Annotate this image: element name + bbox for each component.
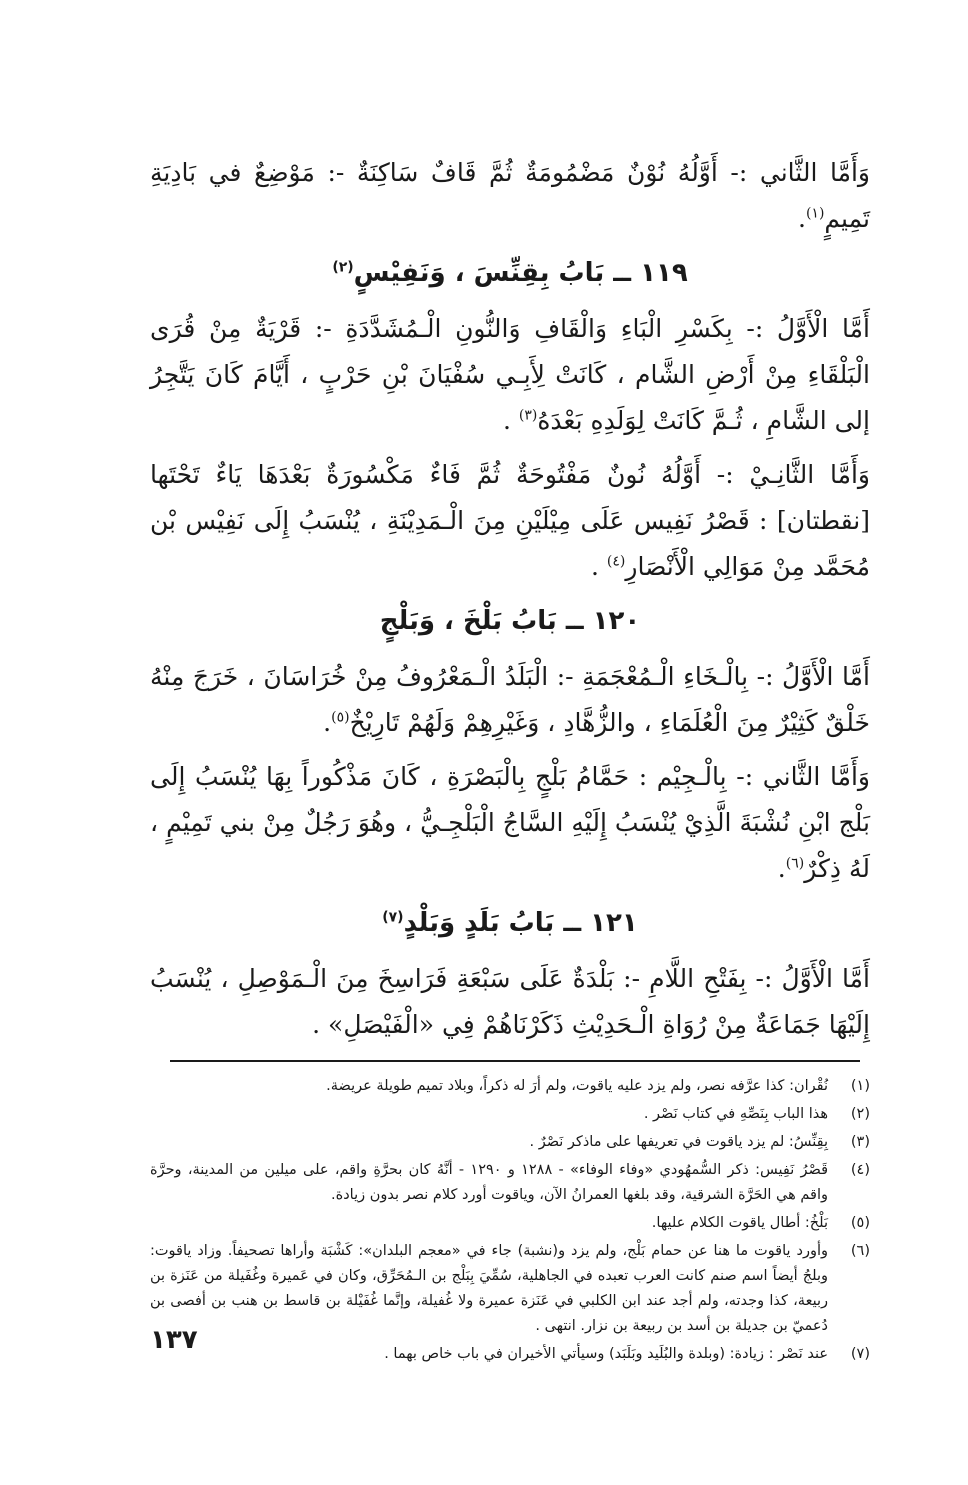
footnote-number: (٦) [850, 1243, 870, 1259]
footnote-ref: (١) [805, 205, 825, 222]
footnote-item [150, 1074, 870, 1099]
paragraph-120-second: وَأَمَّا الثَّاني :- بِالْـجِيْم : حَمَّامُ بَلْجٍ بِالْبَصْرَةِ ، كَانَ مَذْكُوراً بِهَا يُنْسَبُ إِلَى بَلْج ابْنِ نُشْبَةَ الَّذِيْ يُنْسَبُ إِلَيْهِ السَّاجُ الْبَلْجِـيُّ ، وهُوَ رَجُلٌ مِنْ بني تَمِيْمٍ ، لَهُ ذِكْرٌ$^{(٦)}$. [150, 762, 870, 883]
footnote-ref: (٣) [518, 407, 538, 424]
paragraph-120-first: أَمَّا الْأَوَّلُ :- بِالْـخَاءِ الْـمُعْجَمَةِ -: الْبَلَدُ الْـمَعْرُوفُ مِنْ خُرَاسَانَ ، خَرَجَ مِنْهُ خَلْقٌ كَثِيْرٌ مِنَ الْعُلَمَاءِ ، والزُّهَّادِ ، وَغَيْرِهِمْ وَلَهُمْ تَارِيْخٌ$^{(٥)}$. [150, 662, 870, 737]
footnote-item [150, 1342, 870, 1367]
section-heading-121: ١٢١ ــ بَابُ بَلَدٍ وَبَلْدٍ$^{(٧)}$ [382, 908, 638, 938]
footnote-ref: (٤) [606, 553, 626, 570]
paragraph-119-first: أَمَّا الْأَوَّلُ :- بِكَسْرِ الْبَاءِ وَالْقَافِ وَالنُّونِ الْـمُشَدَّدَةِ -: قَرْيَةٌ مِنْ قُرَى الْبَلْقَاءِ مِنْ أَرْضِ الشَّام ، كَانَتْ لِأَبِـي سُفْيَانَ بْنِ حَرْبٍ ، أَيَّامَ كَانَ يَتَّجِرُ إلى الشَّامِ ، ثُـمَّ كَانَتْ لِوَلَدِهِ بَعْدَهُ$^{(٣)}$ . [150, 314, 870, 435]
footnote-ref: (٥) [331, 709, 350, 726]
footnote-number: (٤) [850, 1162, 870, 1178]
footnote-item [150, 1239, 870, 1339]
footnote-text: بَلْخُ: أطال ياقوت الكلام عليها. [651, 1215, 828, 1231]
footnote-item [150, 1130, 870, 1155]
footnote-text: هذا الباب بِنَصِّهِ في كتاب نَصْر . [643, 1106, 828, 1122]
footnote-item [150, 1102, 870, 1127]
footnote-number: (٢) [850, 1106, 870, 1122]
footnote-ref: (٦) [785, 855, 805, 872]
footnote-text: عند نَصْر : زيادة: (وبلدة والبُلَيد وبَلَبَد) وسيأتي الأخيران في باب خاص بهما . [384, 1346, 828, 1362]
footnote-item [150, 1158, 870, 1208]
footnote-text: بِقِنِّسُ: لم يزد ياقوت في تعريفها على ماذكر نَصْرٌ . [529, 1134, 828, 1150]
section-heading-120: ١٢٠ ــ بَابُ بَلْخَ ، وَبَلْجٍ [379, 606, 641, 636]
footnote-number: (٧) [850, 1346, 870, 1362]
footnote-item [150, 1211, 870, 1236]
paragraph-text: وَأَمَّا الثَّاني :- أَوَّلُهُ نُوْنٌ مَضْمُومَةٌ ثُمَّ قَافٌ سَاكِنَةٌ -: مَوْضِعٌ في بَادِيَةِ تَمِيمٍ [150, 158, 870, 233]
footnote-number: (١) [850, 1078, 870, 1094]
paragraph-119-second: وَأَمَّا الثَّانِـيْ :- أَوَّلُهُ نُونٌ مَفْتُوحَةٌ ثُمَّ فَاءٌ مَكْسُورَةٌ بَعْدَهَا يَاءٌ تَحْتَها [نقطتان] : قَصْرُ نَفِيس عَلَى مِيْلَيْنِ مِنَ الْـمَدِيْنَةِ ، يُنْسَبُ إِلَى نَفِيْس بْن مُحَمَّد مِنْ مَوَالِي الْأَنْصَارِ$^{(٤)}$ . [150, 460, 870, 581]
footnote-number: (٣) [850, 1134, 870, 1150]
footnotes [150, 1074, 870, 1367]
footnote-text: قَصْرُ نَفِيس: ذكر السُّمهُودي «وفاء الوفاء» - ١٢٨٨ و ١٢٩٠ - أنَّهُ كان بحرَّةِ واقم، على ميلين من المدينة، وحرَّة واقم هي الحَرَّة الشرقية، وقد بلغها العمرانُ الآن، وياقوت أورد كلام نصر بدون زيادة. [150, 1162, 828, 1203]
footnote-ref: (٧) [382, 909, 404, 926]
section-heading-119: ١١٩ ــ بَابُ بِقِنِّسَ ، وَنَفِيْسٍ$^{(٢)}$ [332, 258, 688, 288]
paragraph-121-first: أَمَّا الْأَوَّلُ :- بِفَتْحِ اللَّامِ -: بَلْدَةٌ عَلَى سَبْعَةِ فَرَاسِخَ مِنَ الْـمَوْصِلِ ، يُنْسَبُ إِلَيْهَا جَمَاعَةٌ مِنْ رُوَاةِ الْـحَدِيْثِ ذَكَرْنَاهُمْ فِي «الْفَيْصَلِ» . [150, 964, 870, 1039]
footnote-divider [170, 1060, 860, 1062]
footnote-ref: (٢) [332, 259, 354, 276]
footnote-text: وأورد ياقوت ما هنا عن حمام بَلْج، ولم يزد و(نشبة) جاء في «معجم البلدان»: كَشْبَة وأراها تصحيفاً. وزاد ياقوت: وبلجُ أيضاً اسم صنم كانت العرب تعبده في الجاهلية، سُمِّيَ بِبَلْج بن الـمُحَرِّق، وكان في عَميرة وغُفَيلة من عَنَزة بن ربيعة، كذا وجدته، ولم أجد عند ابن الكلبي في عَنَزة عميرة ولا غُفيلة، وإنَّما غُفَيْلة بن قاسط بن هنب بن أفصى بن دُعميّ بن جديلة بن أسد بن ربيعة بن نزار. انتهى . [150, 1243, 828, 1334]
page-body [150, 150, 870, 1370]
footnote-text: نُقْران: كذا عرَّفه نصر، ولم يزد عليه ياقوت، ولم أرَ له ذكراً، وبلاد تميم طويلة عريضة. [326, 1078, 828, 1094]
page-number: ١٣٧ [150, 1325, 198, 1355]
footnote-number: (٥) [850, 1215, 870, 1231]
paragraph-intro: وَأَمَّا الثَّاني :- أَوَّلُهُ نُوْنٌ مَضْمُومَةٌ ثُمَّ قَافٌ سَاكِنَةٌ -: مَوْضِعٌ في بَادِيَةِ تَمِيمٍ$^{(١)}$. [150, 158, 870, 233]
